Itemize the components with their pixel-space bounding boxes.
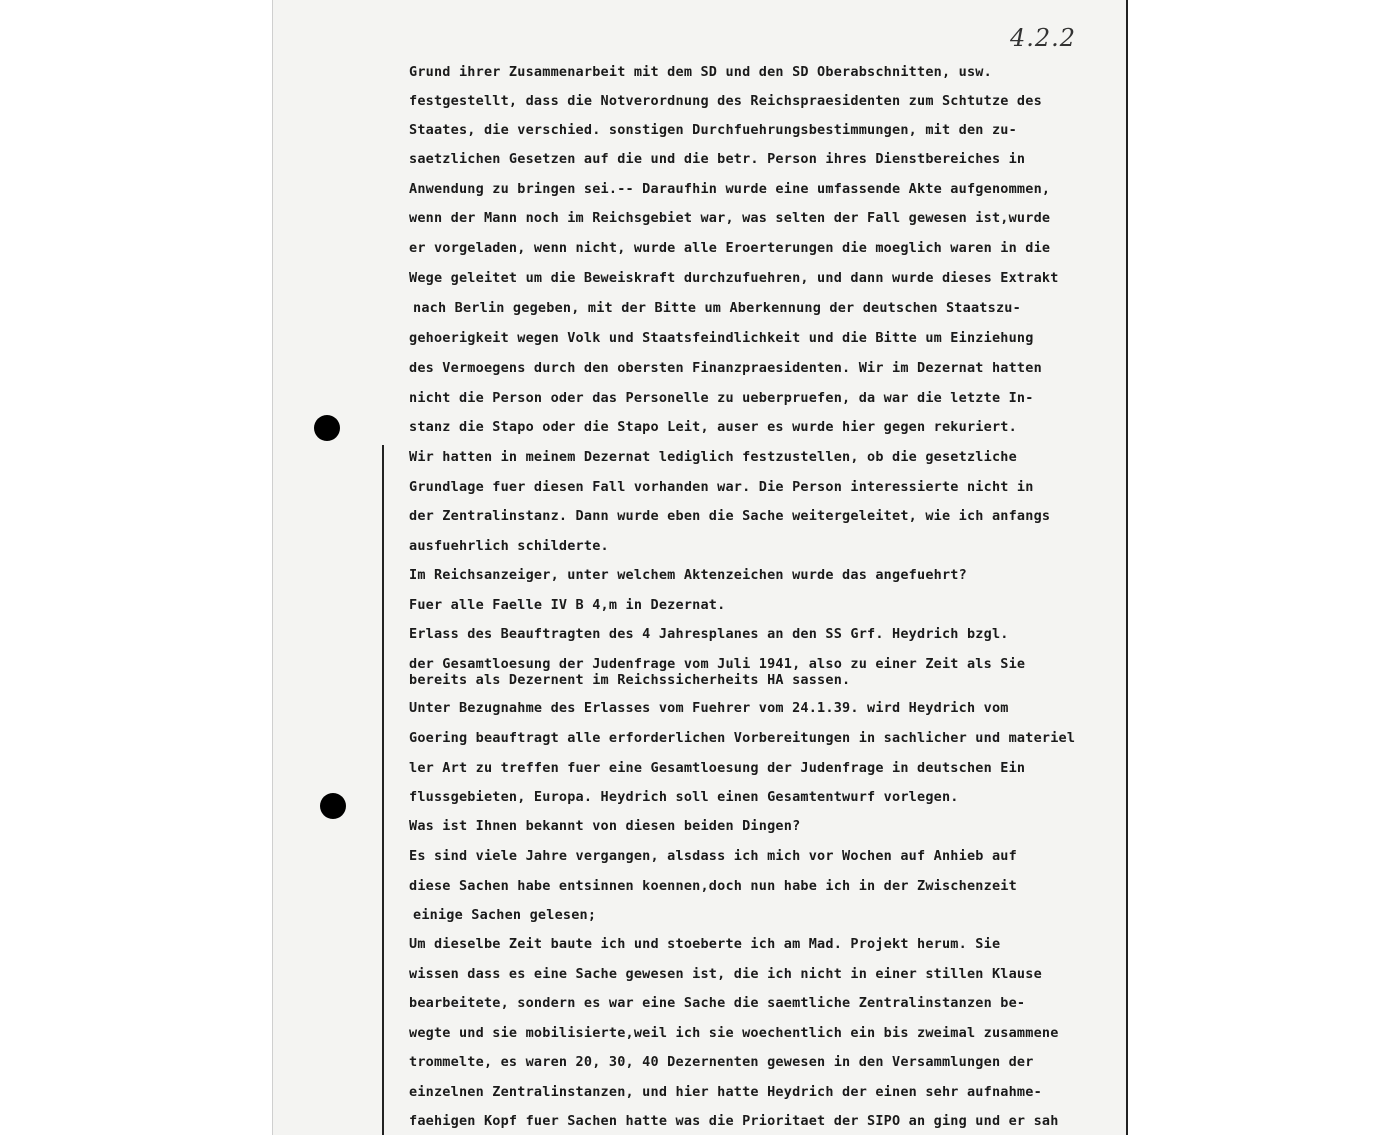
text-line: Es sind viele Jahre vergangen, alsdass ich mich vor Wochen auf Anhieb auf xyxy=(409,848,1017,864)
text-line: Wir hatten in meinem Dezernat lediglich festzustellen, ob die gesetzliche xyxy=(409,449,1017,465)
text-line: Grundlage fuer diesen Fall vorhanden war. Die Person interessierte nicht in xyxy=(409,479,1034,495)
text-line: Staates, die verschied. sonstigen Durchfuehrungsbestimmungen, mit den zu- xyxy=(409,122,1017,138)
text-line: flussgebieten, Europa. Heydrich soll einen Gesamtentwurf vorlegen. xyxy=(409,789,959,805)
text-line: er vorgeladen, wenn nicht, wurde alle Eroerterungen die moeglich waren in die xyxy=(409,240,1051,256)
margin-line xyxy=(382,445,384,1135)
text-line: faehigen Kopf fuer Sachen hatte was die Prioritaet der SIPO an ging und er sah xyxy=(409,1113,1059,1129)
text-line: diese Sachen habe entsinnen koennen,doch nun habe ich in der Zwischenzeit xyxy=(409,878,1017,894)
text-line: bearbeitete, sondern es war eine Sache die saemtliche Zentralinstanzen be- xyxy=(409,995,1026,1011)
text-line: Fuer alle Faelle IV B 4,m in Dezernat. xyxy=(409,597,726,613)
text-line: bereits als Dezernent im Reichssicherheits HA sassen. xyxy=(409,672,851,688)
page-number: 4.2.2 xyxy=(1010,24,1077,52)
text-line: Grund ihrer Zusammenarbeit mit dem SD und den SD Oberabschnitten, usw. xyxy=(409,64,992,80)
text-line: gehoerigkeit wegen Volk und Staatsfeindlichkeit und die Bitte um Einziehung xyxy=(409,330,1034,346)
text-line: Was ist Ihnen bekannt von diesen beiden Dingen? xyxy=(409,818,801,834)
text-line: nicht die Person oder das Personelle zu ueberpruefen, da war die letzte In- xyxy=(409,390,1034,406)
text-line: Goering beauftragt alle erforderlichen Vorbereitungen in sachlicher und materiel xyxy=(409,730,1076,746)
text-line: ler Art zu treffen fuer eine Gesamtloesung der Judenfrage in deutschen Ein xyxy=(409,760,1026,776)
text-line: des Vermoegens durch den obersten Finanzpraesidenten. Wir im Dezernat hatten xyxy=(409,360,1042,376)
text-line: Im Reichsanzeiger, unter welchem Aktenzeichen wurde das angefuehrt? xyxy=(409,567,967,583)
punch-hole-top xyxy=(314,415,340,441)
text-line: Anwendung zu bringen sei.-- Daraufhin wurde eine umfassende Akte aufgenommen, xyxy=(409,181,1051,197)
text-line: wenn der Mann noch im Reichsgebiet war, was selten der Fall gewesen ist,wurde xyxy=(409,210,1051,226)
text-line: festgestellt, dass die Notverordnung des Reichspraesidenten zum Schtutze des xyxy=(409,93,1042,109)
text-line: Wege geleitet um die Beweiskraft durchzufuehren, und dann wurde dieses Extrakt xyxy=(409,270,1059,286)
text-line: stanz die Stapo oder die Stapo Leit, auser es wurde hier gegen rekuriert. xyxy=(409,419,1017,435)
text-line: einige Sachen gelesen; xyxy=(413,907,597,923)
text-line: der Gesamtloesung der Judenfrage vom Juli 1941, also zu einer Zeit als Sie xyxy=(409,656,1026,672)
text-line: nach Berlin gegeben, mit der Bitte um Aberkennung der deutschen Staatszu- xyxy=(413,300,1021,316)
text-line: Unter Bezugnahme des Erlasses vom Fuehrer vom 24.1.39. wird Heydrich vom xyxy=(409,700,1009,716)
text-line: einzelnen Zentralinstanzen, und hier hatte Heydrich der einen sehr aufnahme- xyxy=(409,1084,1042,1100)
text-line: Um dieselbe Zeit baute ich und stoeberte ich am Mad. Projekt herum. Sie xyxy=(409,936,1001,952)
text-line: saetzlichen Gesetzen auf die und die betr. Person ihres Dienstbereiches in xyxy=(409,151,1026,167)
text-line: der Zentralinstanz. Dann wurde eben die Sache weitergeleitet, wie ich anfangs xyxy=(409,508,1051,524)
text-line: Erlass des Beauftragten des 4 Jahresplanes an den SS Grf. Heydrich bzgl. xyxy=(409,626,1009,642)
punch-hole-bottom xyxy=(320,793,346,819)
text-line: ausfuehrlich schilderte. xyxy=(409,538,609,554)
text-line: trommelte, es waren 20, 30, 40 Dezernenten gewesen in den Versammlungen der xyxy=(409,1054,1034,1070)
text-line: wegte und sie mobilisierte,weil ich sie woechentlich ein bis zweimal zusammene xyxy=(409,1025,1059,1041)
text-line: wissen dass es eine Sache gewesen ist, die ich nicht in einer stillen Klause xyxy=(409,966,1042,982)
